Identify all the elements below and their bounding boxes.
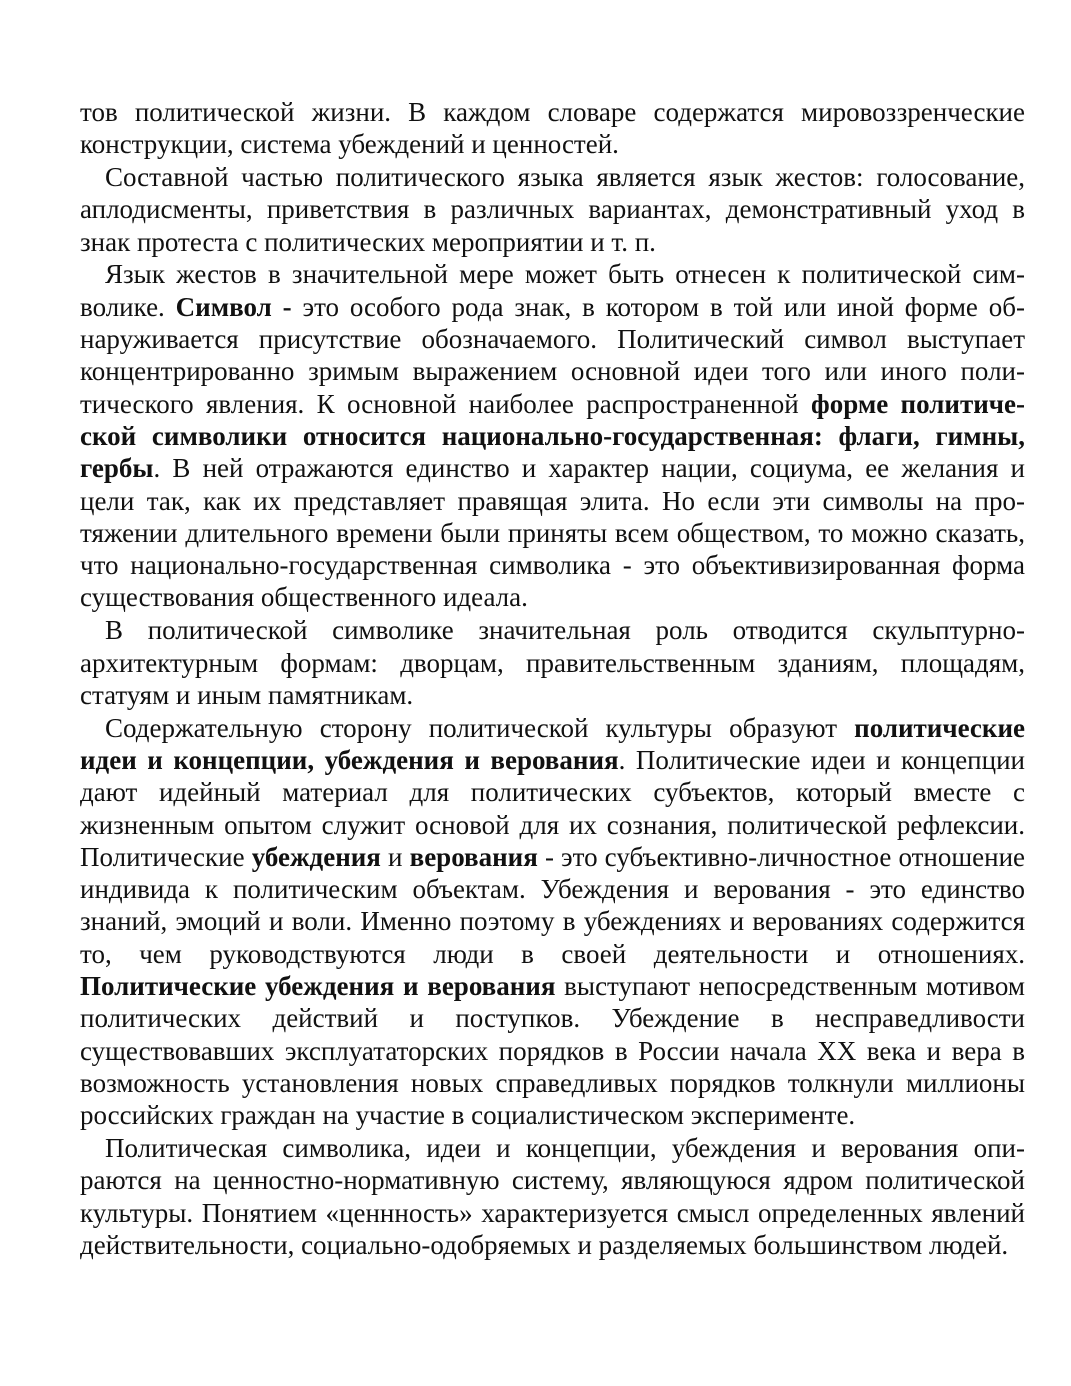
term-ideas-beliefs: политические идеи и концепции, убеждения и верования [80,712,1025,775]
paragraph-2 [80,161,1025,258]
paragraph-1-text: тов политической жизни. В каждом словаре содержатся мировоззренческие конструкции, система убеждений и ценностей. [80,97,1025,160]
paragraph-3 [80,258,1025,613]
term-beliefs: убеждения [251,841,381,872]
document-page [80,96,1025,1261]
term-faiths: верования [409,841,538,872]
term-symbol: Символ - [175,291,292,322]
paragraph-3-text-b: это особого рода знак, в котором в той или иной форме обнаруживается присутствие обозначаемого. Политический символ выступает концентрированно зримым выражением основной идеи того или иного политического явления. К основной наиболее распространенной [80,291,1025,419]
paragraph-3-text-c: . В ней отражаются единство и характер нации, социума, ее желания и цели так, как их представляет правящая элита. Но если эти символы на протяжении длительного времени были приняты всем обществом, то можно сказать, что национально-государственная символика - это объективизированная форма существования общественного идеала. [80,453,1025,613]
paragraph-6-text: Политическая символика, идеи и концепции, убеждения и верования опираются на ценностно-нормативную систему, являющуюся ядром политической культуры. Понятием «ценнность» характеризуется смысл определенных явлений действительности, социально-одобряемых и разделяемых большинством людей. [80,1133,1025,1260]
paragraph-4-text: В политической символике значительная роль отводится скульптурно-архитектурным формам: дворцам, правительственным зданиям, площадям, статуям и иным памятникам. [80,615,1025,710]
paragraph-5 [80,712,1025,1132]
paragraph-5-text-d: - это субъективно-личностное отношение индивида к политическим объектам. Убеждения и верования - это единство знаний, эмоций и воли. Именно поэтому в убеждениях и верованиях содержится то, чем руководствуются люди в своей деятельности и отношениях. [80,841,1025,969]
paragraph-1 [80,96,1025,161]
paragraph-2-text: Составной частью политического языка является язык жестов: голосование, аплодисменты, приветствия в различных вариантах, демонстративный уход в знак протеста с политических мероприятии и т. п. [80,162,1025,257]
paragraph-6 [80,1132,1025,1261]
paragraph-5-text-c: и [380,841,410,872]
paragraph-3-text-a: Язык жестов в значительной мере может быть отнесен к политической символике. [80,259,1025,322]
paragraph-5-text-a: Содержательную сторону политической культуры образуют [105,712,855,743]
paragraph-5-text-b: . Политические идеи и концепции дают идейный материал для политических субъектов, который вместе с жизненным опытом служит основой для их сознания, политической рефлексии. Политические [80,744,1025,872]
paragraph-5-text-e: выступают непосредственным мотивом политических действий и поступков. Убеждение в несправедливости существовавших эксплуататорских порядков в России начала XX века и вера в возможность установления новых справедливых порядков толкнули миллионы российских граждан на участие в социалистическом эксперименте. [80,971,1025,1131]
paragraph-4 [80,614,1025,711]
term-national-symbolism: форме политической символики относится национально-государственная: флаги, гимны, гербы [80,388,1025,484]
term-political-beliefs: Политические убеждения и верования [80,971,556,1002]
